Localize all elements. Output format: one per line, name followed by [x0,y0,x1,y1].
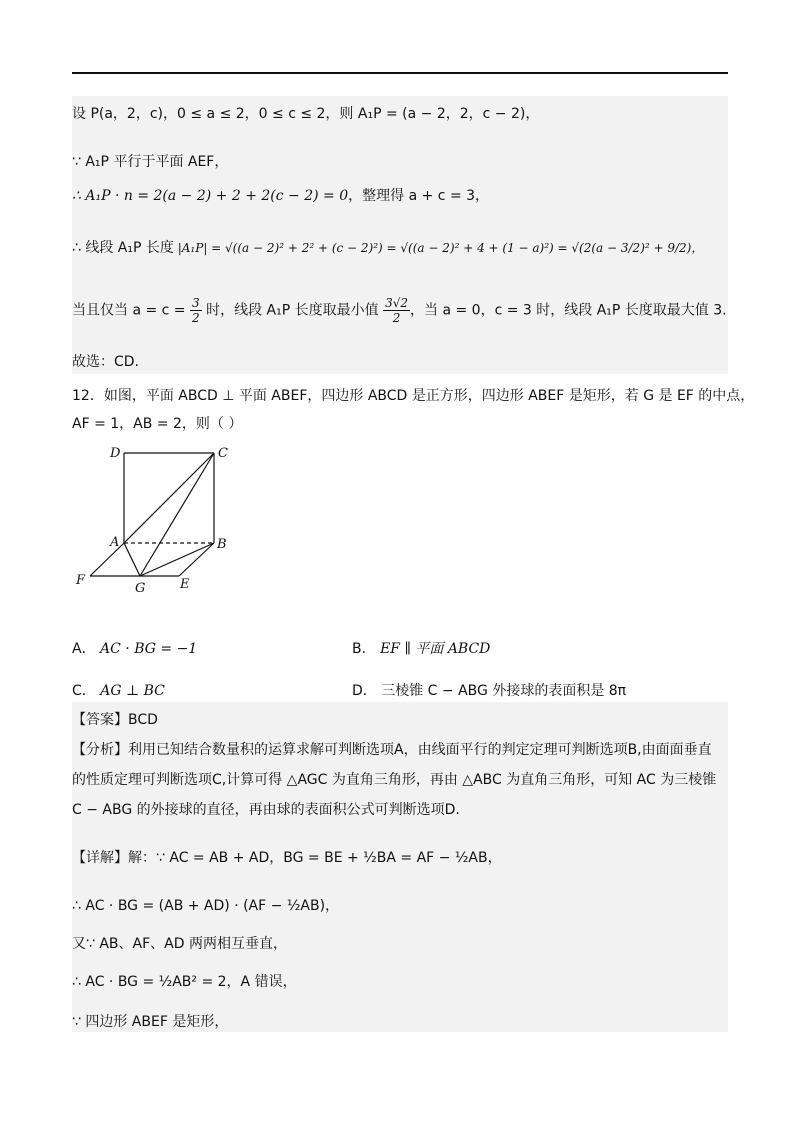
option-a-text: AC · BG = −1 [100,641,198,657]
answer-line: 【答案】BCD [72,712,158,728]
fraction-num: 3 [192,296,200,310]
label-B: B [217,537,227,552]
label-E: E [180,577,190,592]
detail-line-3: 又∵ AB、AF、AD 两两相互垂直， [72,936,287,952]
solution-line-3 [72,186,489,206]
label-C: C [218,446,228,461]
dot-product-equation: ∴ A₁P · n = 2(a − 2) + 2 + 2(c − 2) = 0 [72,188,349,204]
label-F: F [76,573,86,588]
fraction-min-value [383,296,410,325]
label-A: A [110,535,120,550]
label-D: D [110,446,121,461]
option-c [72,680,165,700]
analysis-line-2: 的性质定理可判断选项C,计算可得 △AGC 为直角三角形，再由 △ABC 为直角三角形，可知 AC 为三棱锥 [72,772,717,788]
detail-line-4: ∴ AC · BG = ½AB² = 2，A 错误， [72,974,297,990]
solution-line-5 [72,296,727,325]
fraction-three-halves [190,296,202,325]
solution-line-4 [72,238,703,258]
question-stem-line-2: AF = 1，AB = 2，则（ ） [72,416,243,432]
solution-line-5-b: 时，线段 A₁P 长度取最小值 [201,302,384,319]
detail-line-2: ∴ AC · BG = (AB + AD) · (AF − ½AB)， [72,898,340,914]
detail-line-5: ∵ 四边形 ABEF 是矩形， [72,1014,229,1030]
header-rule [72,72,728,74]
option-c-label: C． [72,683,96,699]
question-stem-line-1: 12．如图，平面 ABCD ⊥ 平面 ABEF，四边形 ABCD 是正方形，四边形 ABEF 是矩形，若 G 是 EF 的中点， [72,388,755,404]
option-d-text: 三棱锥 C − ABG 外接球的表面积是 8π [381,683,627,699]
option-b [352,638,490,658]
option-b-label: B． [352,641,376,657]
edge-ca [124,453,214,543]
fraction-min-num: 3√2 [385,296,408,310]
solution-line-3-tail: ，整理得 a + c = 3， [348,188,490,204]
option-d [352,680,626,700]
solution-line-4-head: ∴ 线段 A₁P 长度 [72,240,174,256]
edge-cg [140,453,214,576]
option-a [72,638,197,658]
geometry-figure [72,440,272,600]
detail-line-1: 【详解】解：∵ AC = AB + AD，BG = BE + ½BA = AF − ½AB， [72,850,502,866]
edge-eb [179,543,214,576]
solution-line-2: ∵ A₁P 平行于平面 AEF， [72,154,229,170]
solution-line-6: 故选：CD. [72,354,140,370]
analysis-line-3: C − ABG 的外接球的直径，再由球的表面积公式可判断选项D. [72,802,460,818]
label-G: G [135,581,146,596]
edge-bg [140,543,214,576]
solution-line-5-a: 当且仅当 a = c = [72,302,190,319]
length-equation: |A₁P| = √((a − 2)² + 2² + (c − 2)²) = √((a − 2)² + 4 + (1 − a)²) = √(2(a − 3/2)² + 9/2)， [177,241,704,255]
option-b-text: EF ∥ 平面 ABCD [380,641,491,657]
edge-ag [124,543,140,576]
option-d-label: D． [352,683,377,699]
analysis-line-1: 【分析】利用已知结合数量积的运算求解可判断选项A，由线面平行的判定定理可判断选项B,由面面垂直 [72,742,712,758]
fraction-den: 2 [192,311,200,325]
fraction-min-den: 2 [392,311,401,325]
option-c-text: AG ⊥ BC [100,683,165,699]
solution-shade-top [72,96,728,374]
solution-line-5-c: ，当 a = 0，c = 3 时，线段 A₁P 长度取最大值 3. [410,302,727,319]
option-a-label: A． [72,641,96,657]
solution-line-1: 设 P(a，2，c)，0 ≤ a ≤ 2，0 ≤ c ≤ 2，则 A₁P = (a − 2，2，c − 2)， [72,106,540,122]
